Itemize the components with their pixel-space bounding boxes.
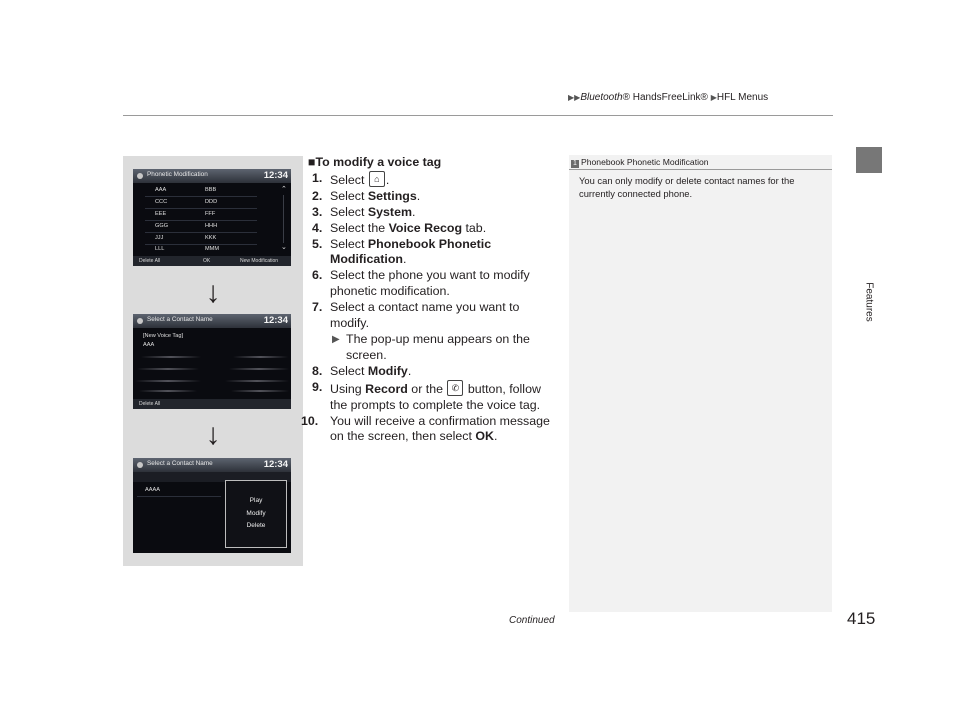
instructions: [301, 155, 558, 445]
row-divider: [137, 496, 221, 497]
header-divider: [123, 115, 833, 116]
contact-cell: GGG: [155, 223, 169, 229]
screen-glare: [141, 356, 201, 358]
contact-cell: KKK: [205, 235, 217, 241]
back-icon: [137, 462, 143, 468]
instructions-heading: ■To modify a voice tag: [308, 155, 442, 169]
breadcrumb-bluetooth: Bluetooth: [580, 92, 623, 103]
step-6: 6. Select the phone you want to modify phonetic modification.: [312, 268, 530, 299]
notes-body: You can only modify or delete contact names for the currently connected phone.: [579, 175, 795, 199]
contact-cell: AAA: [155, 187, 167, 193]
select-contact-screen: [133, 314, 291, 409]
screen-bottom-bar: [133, 399, 291, 409]
screen-glare: [229, 368, 289, 370]
screen-title: Phonetic Modification: [147, 171, 208, 178]
breadcrumb-menus: HFL Menus: [716, 92, 769, 103]
contact-cell: EEE: [155, 211, 167, 217]
contact-popup-screen: [133, 458, 291, 553]
screen-glare: [137, 368, 199, 370]
new-modification-label: New Modification: [240, 258, 279, 264]
continued-label: Continued: [509, 615, 555, 626]
step-7: 7. Select a contact name you want to modify.: [312, 300, 520, 331]
ok-label: OK: [203, 258, 211, 264]
scrollbar-track: [283, 195, 284, 243]
delete-all-label: Delete All: [139, 401, 161, 407]
screen-clock: 12:34: [263, 315, 288, 326]
breadcrumb-arrow-icon: ▶: [710, 93, 717, 102]
step-1: 1. Select ⌂ .: [312, 170, 390, 187]
reference-icon: 1: [571, 160, 579, 168]
step-10: 10. You will receive a confirmation message on the screen, then select OK.: [301, 413, 550, 444]
down-arrow-icon: ↓: [205, 418, 221, 451]
scroll-up-icon: ⌃: [281, 186, 287, 193]
section-tab-text: Features: [863, 282, 875, 322]
page-number: 415: [847, 609, 876, 628]
breadcrumb: [568, 92, 768, 103]
contact-cell: BBB: [205, 187, 217, 193]
contact-cell: LLL: [155, 246, 165, 252]
step-2: 2. Select Settings.: [312, 188, 421, 203]
talk-button-icon: ✆: [447, 380, 463, 396]
section-tab-label: [853, 237, 885, 367]
popup-menu: [225, 480, 287, 548]
step-7-result: ▶ The pop-up menu appears on the screen.: [332, 331, 530, 362]
step-3: 3. Select System.: [312, 204, 416, 219]
step-5: 5. Select Phonebook Phonetic Modification.: [312, 236, 492, 267]
back-icon: [137, 318, 143, 324]
breadcrumb-hfl: ® HandsFreeLink®: [622, 92, 708, 103]
row-divider: [145, 196, 257, 197]
screen-bottom-bar: [133, 256, 291, 266]
contact-name: AAAA: [145, 487, 160, 493]
delete-all-label: Delete All: [139, 258, 161, 264]
row-divider: [145, 244, 257, 245]
screen-title: Select a Contact Name: [147, 460, 213, 467]
row-divider: [145, 232, 257, 233]
screen-glare: [231, 390, 289, 392]
section-tab-marker: [856, 147, 882, 173]
new-voice-tag-label: [New Voice Tag]: [143, 333, 184, 339]
step-8: 8. Select Modify.: [312, 363, 412, 378]
contact-cell: CCC: [155, 199, 168, 205]
screenshot-panel: [123, 156, 303, 566]
contact-name: AAA: [143, 342, 155, 348]
screen-glare: [225, 380, 289, 382]
screen-clock: 12:34: [263, 170, 288, 181]
row-divider: [145, 220, 257, 221]
back-icon: [137, 173, 143, 179]
notes-box: [569, 155, 832, 612]
contact-cell: MMM: [205, 246, 219, 252]
contact-cell: FFF: [205, 211, 216, 217]
notes-divider: [569, 169, 832, 170]
breadcrumb-arrow-icon: ▶▶: [568, 93, 581, 102]
screen-glare: [233, 356, 288, 358]
result-arrow-icon: ▶: [332, 333, 340, 345]
screen-glare: [135, 380, 201, 382]
screen-title: Select a Contact Name: [147, 316, 213, 323]
popup-play[interactable]: Play: [249, 497, 263, 504]
row-divider: [145, 208, 257, 209]
popup-delete[interactable]: Delete: [246, 522, 266, 529]
contact-cell: JJJ: [155, 235, 164, 241]
down-arrow-icon: ↓: [205, 276, 221, 309]
step-4: 4. Select the Voice Recog tab.: [312, 220, 487, 235]
screen-glare: [139, 390, 197, 392]
screen-clock: 12:34: [263, 459, 288, 470]
contact-cell: DDD: [205, 199, 218, 205]
step-9: 9. Using Record or the ✆ button, follow the prompts to complete the voice tag.: [312, 379, 541, 412]
phonetic-modification-screen: [133, 169, 291, 266]
contact-cell: HHH: [205, 223, 218, 229]
home-icon: ⌂: [369, 171, 385, 187]
popup-modify[interactable]: Modify: [246, 510, 266, 517]
scroll-down-icon: ⌄: [281, 244, 287, 251]
notes-title: 1 Phonebook Phonetic Modification: [571, 157, 709, 168]
